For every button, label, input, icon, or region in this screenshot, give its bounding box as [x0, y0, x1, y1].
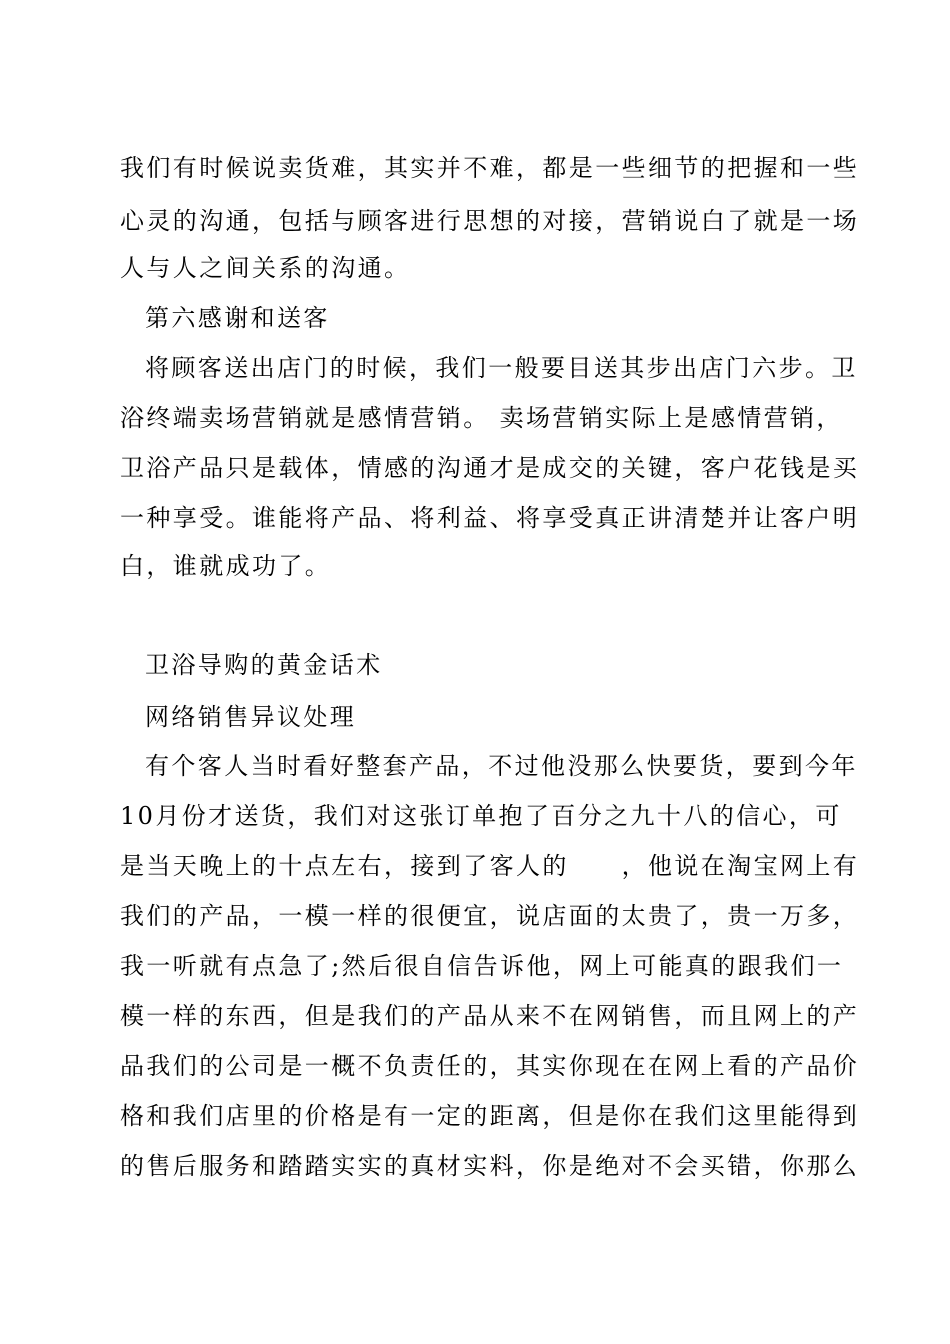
- body-text-line: 是当天晚上的十点左右，接到了客人的 ，他说在淘宝网上有: [120, 852, 860, 880]
- body-text-line: 的售后服务和踏踏实实的真材实料，你是绝对不会买错，你那么: [120, 1152, 860, 1180]
- body-text-line: 品我们的公司是一概不负责任的，其实你现在在网上看的产品价: [120, 1052, 860, 1080]
- body-text-line: 有个客人当时看好整套产品，不过他没那么快要货，要到今年: [145, 752, 858, 780]
- section-heading: 卫浴导购的黄金话术: [145, 651, 383, 679]
- body-text-line: 卫浴产品只是载体，情感的沟通才是成交的关键，客户花钱是买: [120, 454, 860, 482]
- body-text-line: 我们有时候说卖货难，其实并不难，都是一些细节的把握和一些: [120, 154, 860, 182]
- body-text-line: 浴终端卖场营销就是感情营销。 卖场营销实际上是感情营销，: [120, 404, 843, 432]
- body-text-line: 一种享受。谁能将产品、将利益、将享受真正讲清楚并让客户明: [120, 504, 860, 532]
- body-text-line: 10月份才送货，我们对这张订单抱了百分之九十八的信心，可: [120, 802, 842, 830]
- section-heading: 第六感谢和送客: [145, 304, 330, 332]
- body-text-line: 人与人之间关系的沟通。: [120, 254, 411, 282]
- body-text-line: 我一听就有点急了;然后很自信告诉他，网上可能真的跟我们一: [120, 952, 844, 980]
- body-text-line: 格和我们店里的价格是有一定的距离，但是你在我们这里能得到: [120, 1102, 860, 1130]
- body-text-line: 我们的产品，一模一样的很便宜，说店面的太贵了，贵一万多，: [120, 902, 860, 930]
- body-text-line: 心灵的沟通，包括与顾客进行思想的对接，营销说白了就是一场: [120, 207, 860, 235]
- body-text-line: 模一样的东西，但是我们的产品从来不在网销售，而且网上的产: [120, 1002, 860, 1030]
- body-text-line: 白，谁就成功了。: [120, 552, 332, 580]
- body-text-line: 将顾客送出店门的时候，我们一般要目送其步出店门六步。卫: [145, 354, 858, 382]
- section-heading: 网络销售异议处理: [145, 703, 357, 731]
